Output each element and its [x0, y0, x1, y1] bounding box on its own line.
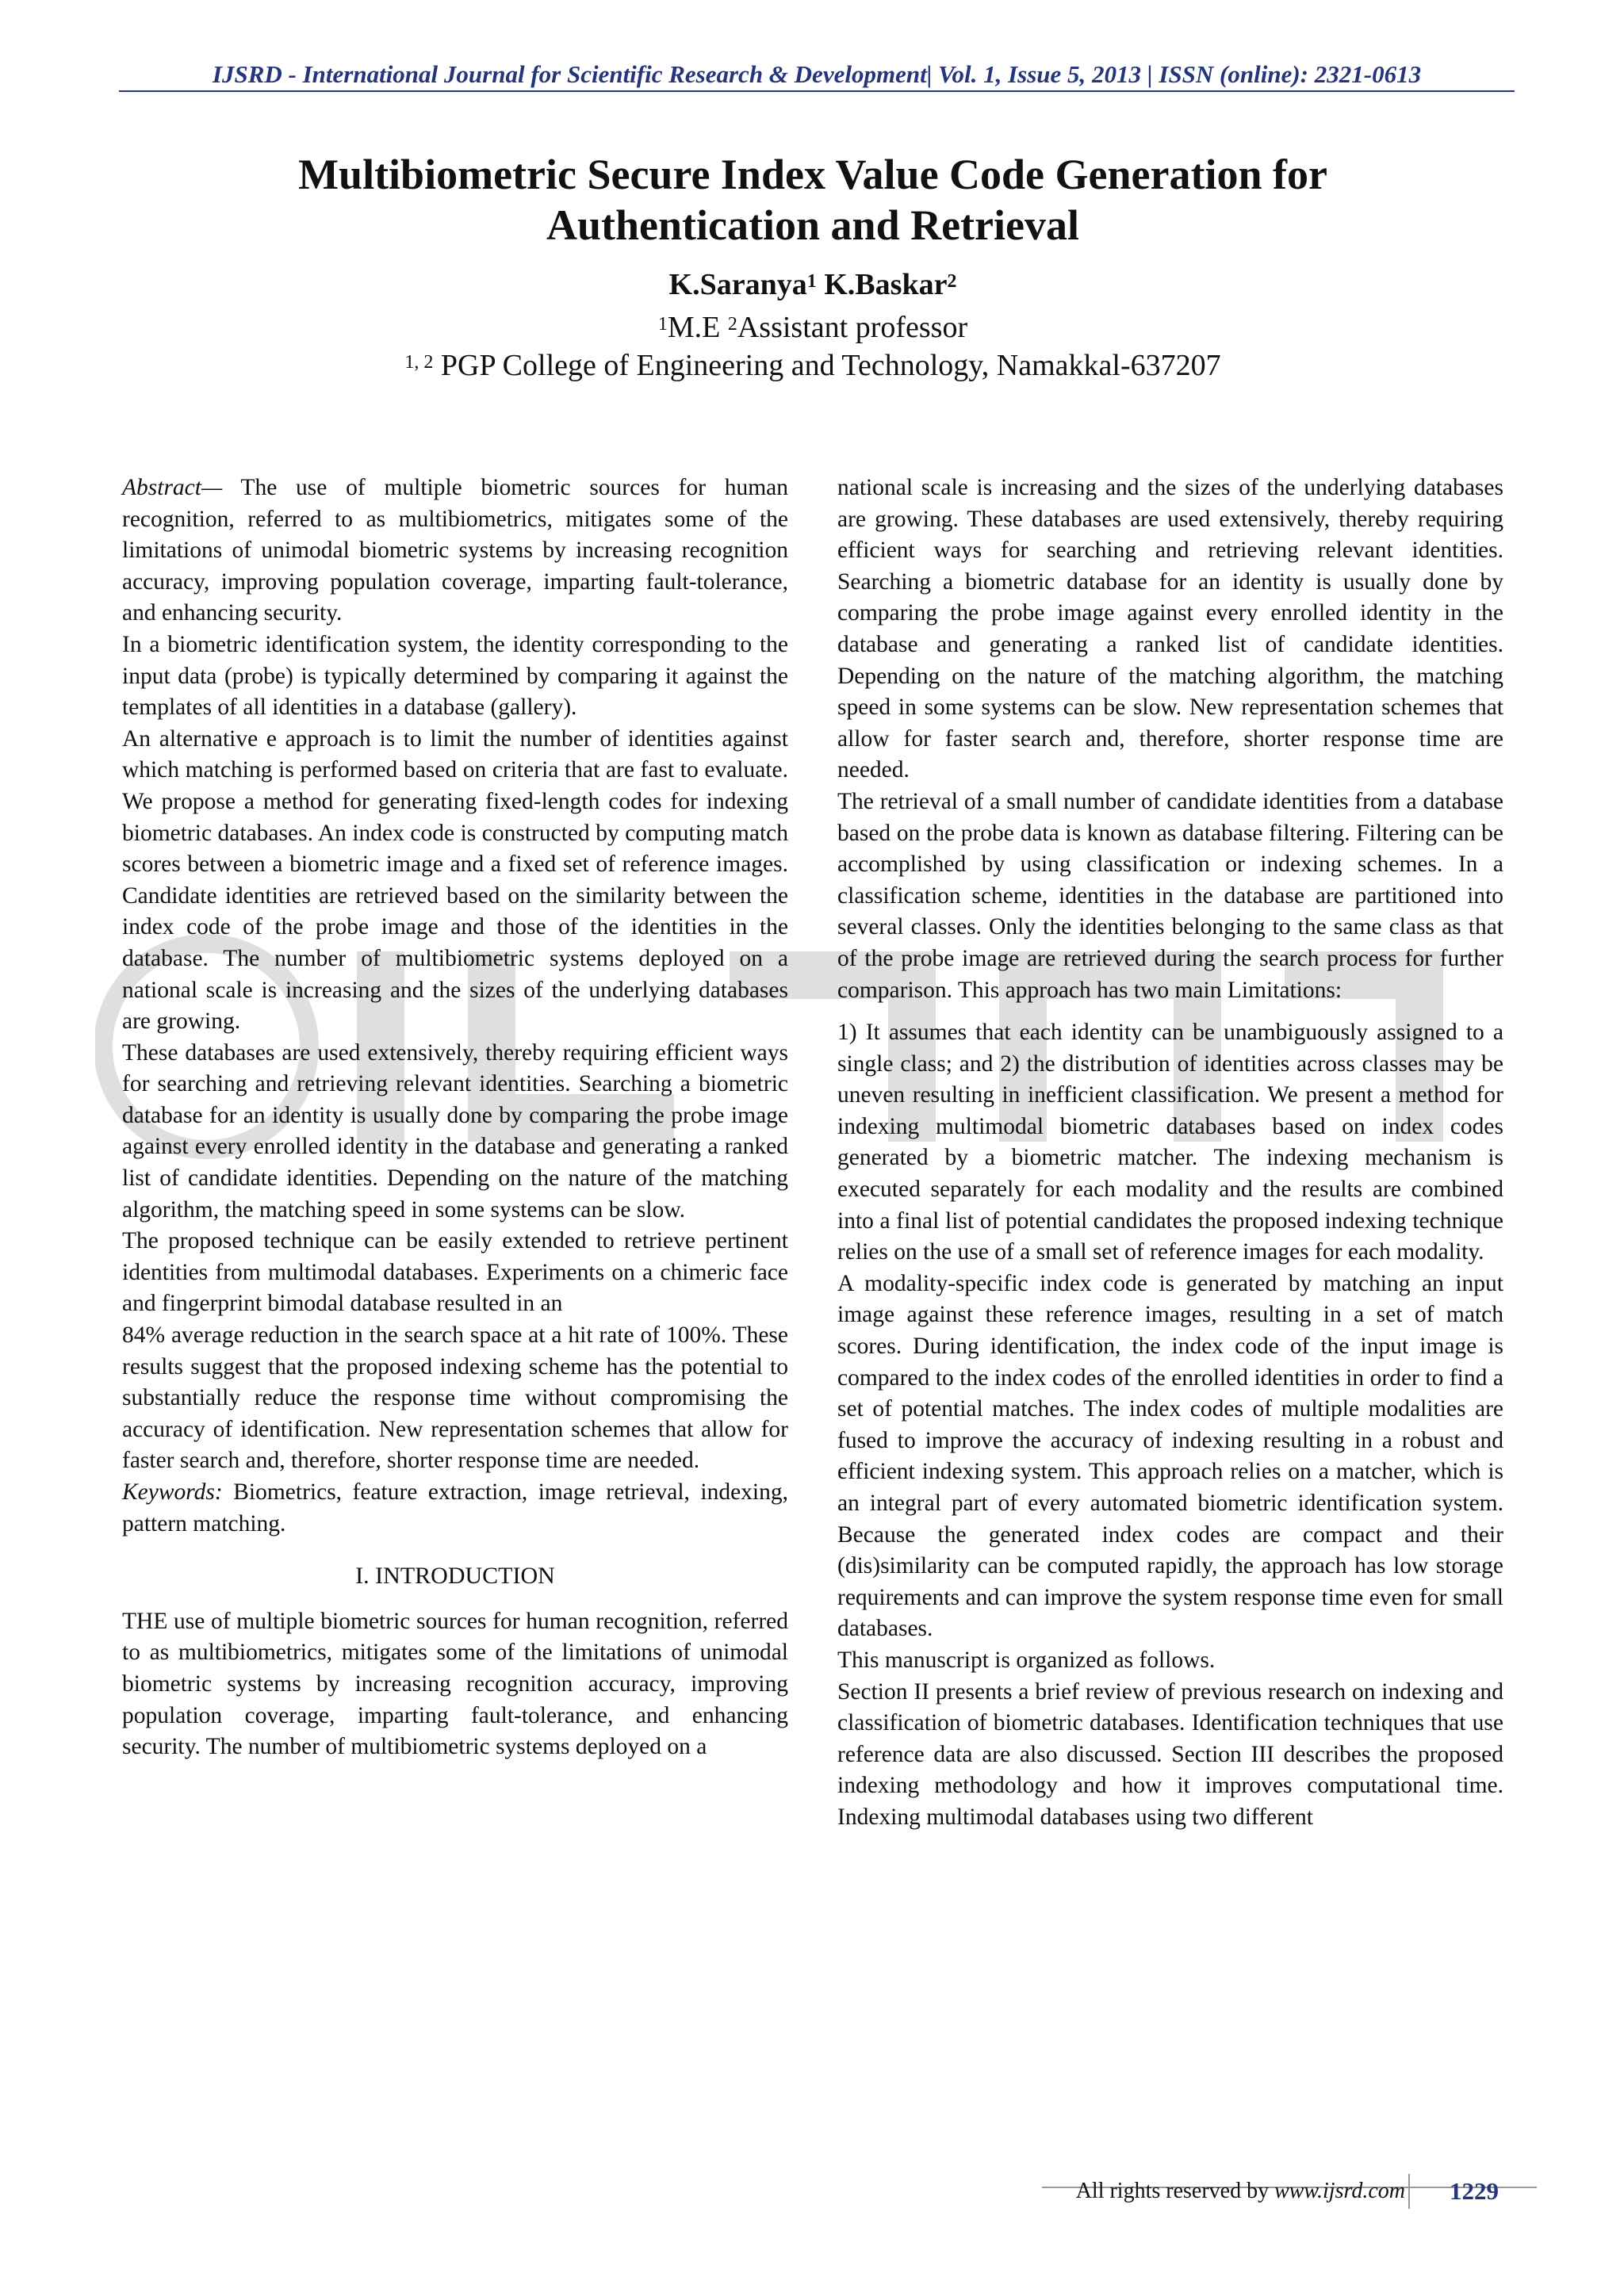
left-para-3: An alternative e approach is to limit the number of identities against which matching is performed based on criteria that are fast to evaluate. We propose a method for generating fixed-length codes for indexing biometric databases. An index code is constructed by computing match scores between a biometric image and a fixed set of reference images. Candidate identities are retrieved based on the similarity between the index code of the probe image and those of the identities in the database. The number of multibiometric systems deployed on a national scale is increasing and the sizes of the underlying databases are growing. — [122, 725, 788, 1035]
keywords — [122, 1477, 788, 1540]
author-1-name: K.Saranya — [668, 268, 807, 301]
role-1: M.E — [667, 311, 721, 344]
institution-name: PGP College of Engineering and Technology, Namakkal-637207 — [440, 349, 1221, 382]
keywords-label: Keywords: — [122, 1479, 223, 1505]
right-column — [837, 473, 1503, 1834]
header-rule — [119, 90, 1515, 92]
role-2-sup: 2 — [727, 314, 737, 335]
role-1-sup: 1 — [657, 314, 668, 335]
right-para-3: 1) It assumes that each identity can be unambiguously assigned to a single class; and 2) the distribution of identities across classes may be uneven resulting in inefficient classification. We present a method for indexing multimodal biometric databases based on index codes generated by a biometric matcher. The indexing mechanism is executed separately for each modality and the results are combined into a final list of potential candidates the proposed indexing technique relies on the use of a small set of reference images for each modality. — [837, 1020, 1503, 1265]
left-para-5: The proposed technique can be easily extended to retrieve pertinent identities from multimodal databases. Experiments on a chimeric face and fingerprint bimodal database resulted in an — [122, 1228, 788, 1317]
journal-header: IJSRD - International Journal for Scientific Research & Development| Vol. 1, Issue 5, 2013 | ISSN (online): 2321-0613 — [212, 60, 1422, 88]
right-para-2: The retrieval of a small number of candidate identities from a database based on the probe data is known as database filtering. Filtering can be accomplished by using classification or indexing schemes. In a classification scheme, identities in the database are partitioned into several classes. Only the identities belonging to the same class as that of the probe image are retrieved during the search process for further comparison. This approach has two main Limitations: — [837, 788, 1503, 1003]
abstract-label: Abstract— — [122, 475, 223, 500]
intro-para: THE use of multiple biometric sources for human recognition, referred to as multibiometrics, mitigates some of the limitations of unimodal biometric systems by increasing recognition accuracy, improving population coverage, imparting fault-tolerance, and enhancing security. The number of multibiometric systems deployed on a — [122, 1608, 788, 1760]
abstract-text: The use of multiple biometric sources for human recognition, referred to as multibiometrics, mitigates some of the limitations of unimodal biometric systems by increasing recognition accuracy, improving population coverage, imparting fault-tolerance, and enhancing security. — [122, 475, 788, 626]
paper-title — [127, 149, 1499, 251]
institution — [127, 347, 1499, 384]
right-para-1: national scale is increasing and the sizes of the underlying databases are growing. These databases are used extensively, thereby requiring efficient ways for searching and retrieving relevant identities. Searching a biometric database for an identity is usually done by comparing the probe image against every enrolled identity in the database and generating a ranked list of candidate identities. Depending on the nature of the matching algorithm, the matching speed in some systems can be slow. New representation schemes that allow for faster search and, therefore, shorter response time are needed. — [837, 475, 1503, 783]
left-column — [122, 473, 788, 1763]
page-number: 1229 — [1408, 2174, 1538, 2209]
title-line-1: Multibiometric Secure Index Value Code Generation for — [298, 151, 1327, 198]
right-para-6: Section II presents a brief review of previous research on indexing and classification of biometric databases. Identification techniques that use reference data are also discussed. Section III describes the proposed indexing methodology and how it improves computational time. Indexing multimodal databases using two different — [837, 1678, 1503, 1830]
author-1-sup: 1 — [806, 271, 817, 292]
left-para-4: These databases are used extensively, thereby requiring efficient ways for searching and retrieving relevant identities. Searching a biometric database for an identity is usually done by comparing the probe image against every enrolled identity in the database and generating a ranked list of candidate identities. Depending on the nature of the matching algorithm, the matching speed in some systems can be slow. — [122, 1039, 788, 1223]
footer-site-link[interactable]: www.ijsrd.com — [1274, 2179, 1405, 2203]
role-2: Assistant professor — [737, 311, 968, 344]
author-2-name: K.Baskar — [824, 268, 948, 301]
keywords-text: Biometrics, feature extraction, image retrieval, indexing, pattern matching. — [122, 1479, 788, 1536]
title-line-2: Authentication and Retrieval — [546, 201, 1079, 249]
footer-rights — [1031, 2179, 1405, 2204]
abstract — [122, 473, 788, 629]
left-para-2: In a biometric identification system, the identity corresponding to the input data (probe) is typically determined by comparing it against the templates of all identities in a database (gallery). — [122, 631, 788, 721]
left-para-6: 84% average reduction in the search space at a hit rate of 100%. These results suggest that the proposed indexing scheme has the potential to substantially reduce the response time without compromising the accuracy of identification. New representation schemes that allow for faster search and, therefore, shorter response time are needed. — [122, 1322, 788, 1474]
footer-rights-text: All rights reserved by — [1075, 2179, 1275, 2203]
right-para-5: This manuscript is organized as follows. — [837, 1647, 1216, 1673]
author-2-sup: 2 — [947, 271, 957, 292]
section-heading-introduction: I. INTRODUCTION — [355, 1563, 555, 1590]
author-roles — [127, 309, 1499, 346]
authors — [127, 266, 1499, 303]
right-para-4: A modality-specific index code is generated by matching an input image against these reference images, resulting in a set of match scores. During identification, the index code of the input image is compared to the index codes of the enrolled identities in order to find a set of potential matches. The index codes of multiple modalities are fused to improve the accuracy of indexing resulting in a robust and efficient indexing system. This approach relies on a matcher, which is an integral part of every automated biometric identification system. Because the generated index codes are compact and their (dis)similarity can be computed rapidly, the approach has low storage requirements and can improve the system response time even for small databases. — [837, 1270, 1503, 1642]
institution-sup: 1, 2 — [404, 352, 434, 373]
